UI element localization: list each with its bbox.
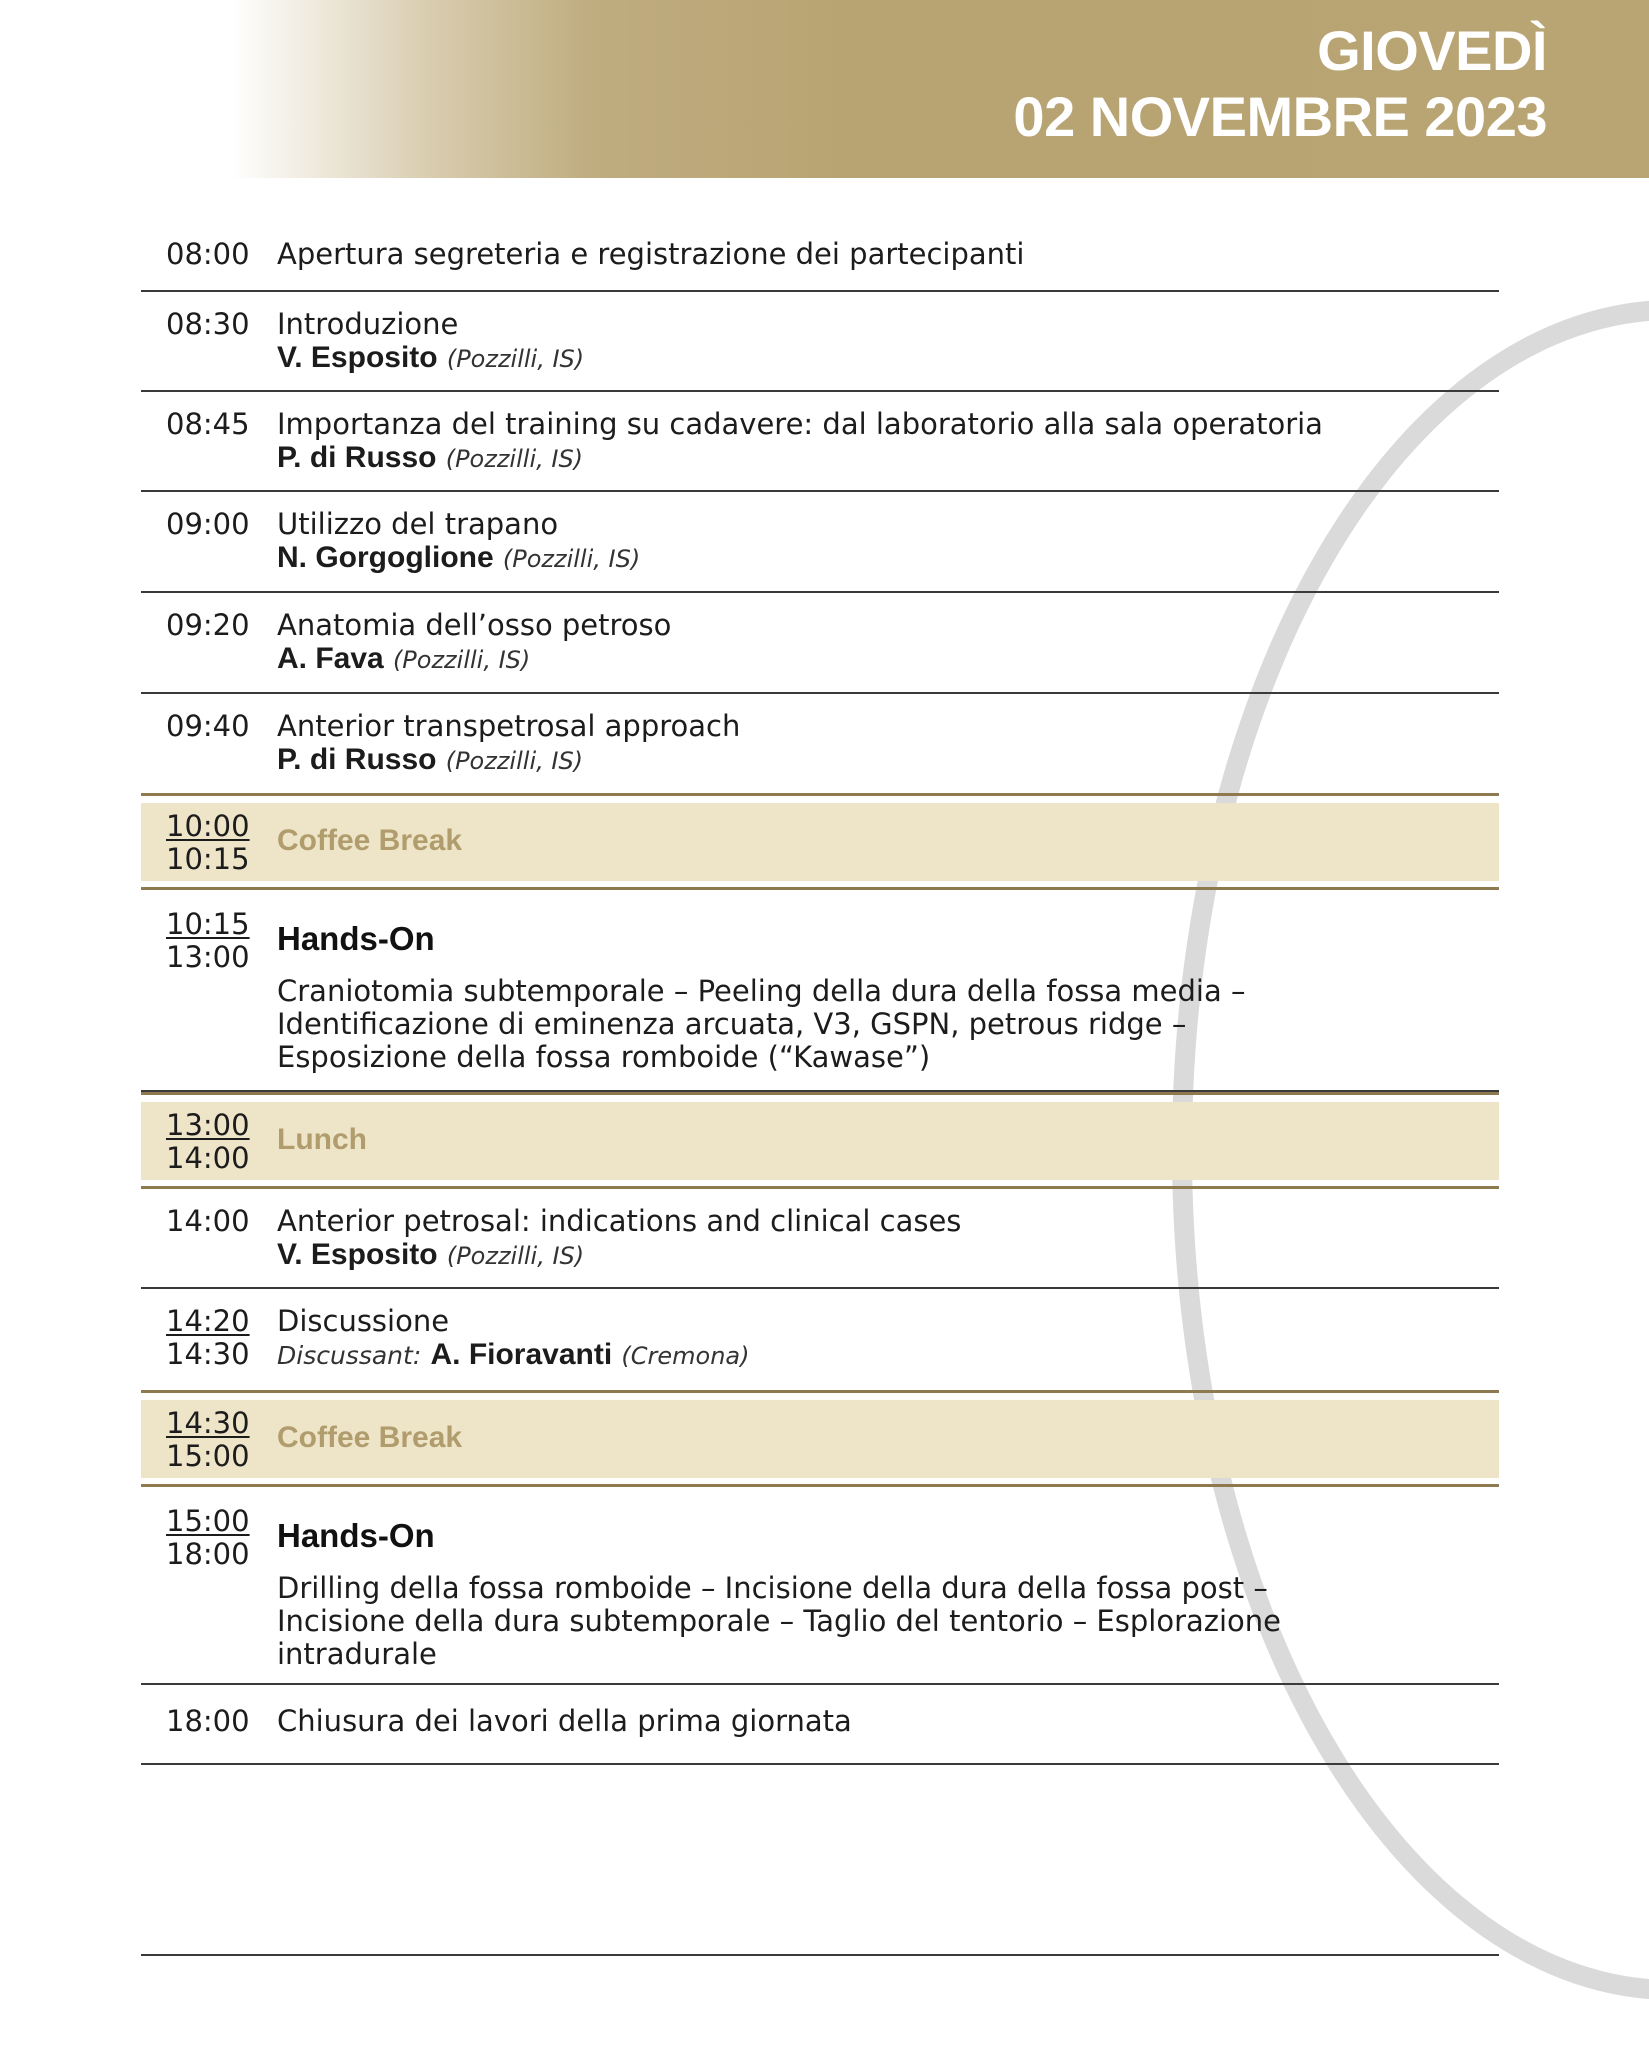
description-line: Drilling della fossa romboide – Incisione della dura della fossa post – [277,1571,1268,1605]
schedule-row [141,228,1499,292]
description-line: Craniotomia subtemporale – Peeling della dura della fossa media – [277,974,1246,1008]
row-start-time: 14:20 [166,1304,250,1338]
row-title: Anterior transpetrosal approach [277,709,741,743]
row-time: 18:00 [166,1704,250,1738]
hands-on-description [277,975,1499,1074]
description-line: Esposizione della fossa romboide (“Kawase”) [277,1040,931,1074]
row-title: Anatomia dell’osso petroso [277,608,672,642]
row-time: 09:20 [166,608,250,642]
row-title: Discussione [277,1304,450,1338]
speaker-name: N. Gorgoglione [277,541,494,574]
row-time: 14:00 [166,1204,250,1238]
hands-on-title: Hands-On [277,920,435,957]
schedule-table [141,228,1499,1765]
speaker-name: P. di Russo [277,743,437,776]
break-row [141,1390,1499,1484]
row-start-time: 10:15 [166,907,250,941]
row-title: Apertura segreteria e registrazione dei partecipanti [277,237,1025,271]
description-line: Identificazione di eminenza arcuata, V3, GSPN, petrous ridge – [277,1007,1187,1041]
speaker-name: A. Fioravanti [430,1338,613,1371]
row-time: 09:40 [166,709,250,743]
speaker-name: P. di Russo [277,441,437,474]
header-day: GIOVEDÌ [1317,19,1547,82]
row-end-time: 13:00 [166,940,250,974]
row-title: Utilizzo del trapano [277,507,559,541]
break-start-time: 14:30 [166,1406,250,1440]
break-start-time: 13:00 [166,1108,250,1142]
row-time: 09:00 [166,507,250,541]
row-time: 08:45 [166,407,250,441]
hands-on-row [141,887,1499,1092]
row-time: 08:30 [166,307,250,341]
description-line: Incisione della dura subtemporale – Taglio del tentorio – Esplorazione [277,1604,1282,1638]
row-title: Importanza del training su cadavere: dal laboratorio alla sala operatoria [277,407,1323,441]
speaker-name: A. Fava [277,642,384,675]
row-start-time: 15:00 [166,1504,250,1538]
break-end-time: 10:15 [166,842,250,876]
hands-on-description [277,1572,1499,1671]
row-title: Chiusura dei lavori della prima giornata [277,1704,852,1738]
discussant-prefix: Discussant: [277,1341,422,1370]
break-row [141,793,1499,887]
break-row [141,1092,1499,1186]
speaker-affiliation: (Pozzilli, IS) [446,1242,585,1270]
break-end-time: 14:00 [166,1141,250,1175]
break-label: Lunch [277,1123,367,1156]
row-end-time: 14:30 [166,1337,250,1371]
speaker-affiliation: (Pozzilli, IS) [392,646,531,674]
speaker-affiliation: (Pozzilli, IS) [502,545,641,573]
row-title: Anterior petrosal: indications and clinical cases [277,1204,962,1238]
schedule-row [141,1186,1499,1289]
schedule-row [141,694,1499,793]
hands-on-title: Hands-On [277,1517,435,1554]
speaker-affiliation: (Cremona) [621,1342,750,1370]
break-label: Coffee Break [277,1421,463,1454]
row-title: Introduzione [277,307,459,341]
hands-on-row [141,1484,1499,1685]
schedule-row [141,1289,1499,1390]
speaker-name: V. Esposito [277,341,438,374]
break-label: Coffee Break [277,824,463,857]
schedule-row [141,492,1499,593]
schedule-row [141,392,1499,492]
description-line: intradurale [277,1637,437,1671]
schedule-row [141,1685,1499,1765]
row-time: 08:00 [166,237,250,271]
header-date: 02 NOVEMBRE 2023 [1013,85,1547,148]
row-end-time: 18:00 [166,1537,250,1571]
speaker-affiliation: (Pozzilli, IS) [445,747,584,775]
schedule-row [141,593,1499,694]
speaker-affiliation: (Pozzilli, IS) [445,445,584,473]
break-start-time: 10:00 [166,809,250,843]
schedule-row [141,292,1499,392]
speaker-affiliation: (Pozzilli, IS) [446,345,585,373]
page-title [1013,18,1547,150]
break-end-time: 15:00 [166,1439,250,1473]
bottom-divider [141,1954,1499,1956]
speaker-name: V. Esposito [277,1238,438,1271]
